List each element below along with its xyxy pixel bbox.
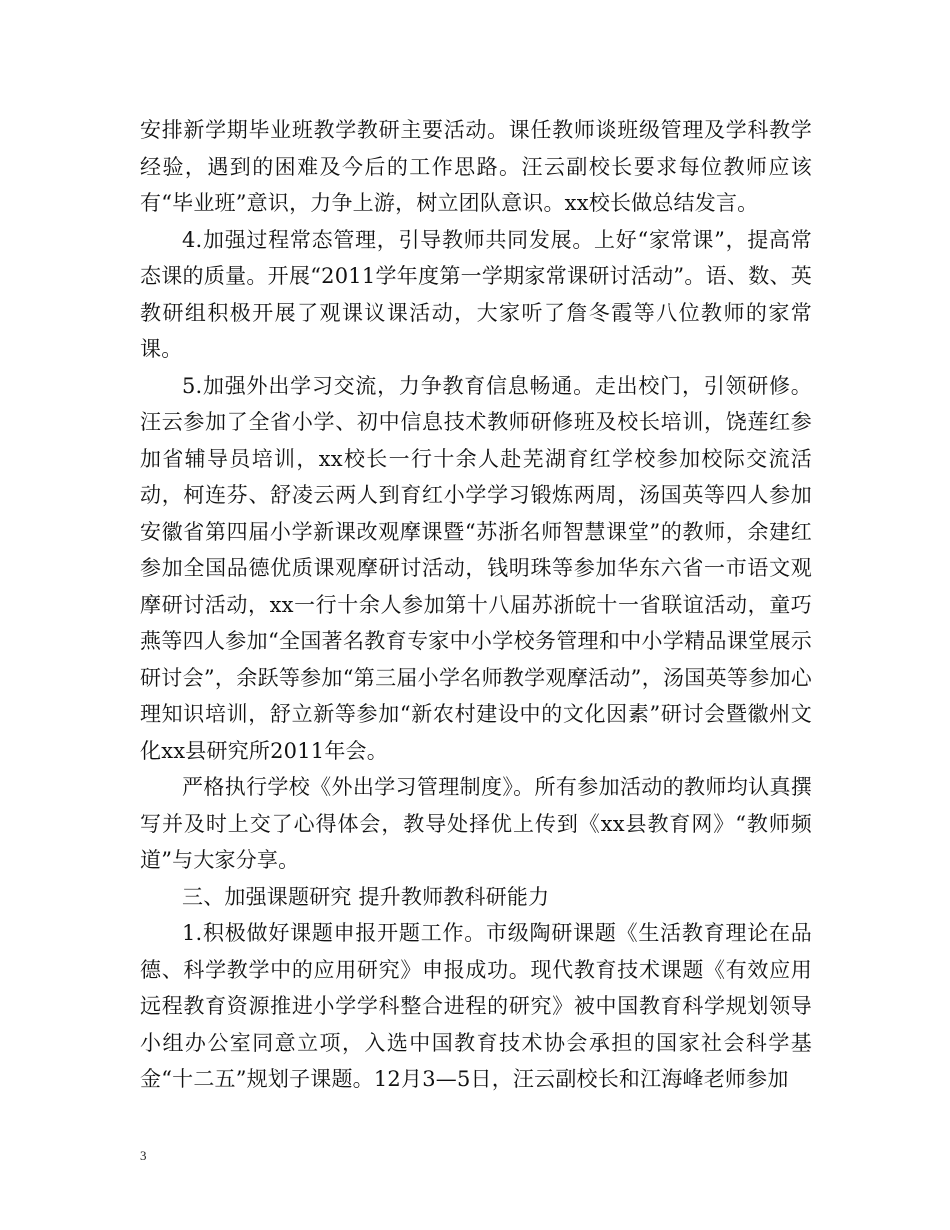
paragraph-item-4: 4.加强过程常态管理，引导教师共同发展。上好“家常课”，提高常态课的质量。开展“2011学年度第一学期家常课研讨活动”。语、数、英教研组积极开展了观课议课活动，大家听了詹冬霞等八位教师的家常课。 [140,227,812,361]
paragraph-item-5: 5.加强外出学习交流，力争教育信息畅通。走出校门，引领研修。汪云参加了全省小学、初中信息技术教师研修班及校长培训，饶莲红参加省辅导员培训，xx校长一行十余人赴芜湖育红学校参加校际交流活动，柯连芬、舒凌云两人到育红小学学习锻炼两周，汤国英等四人参加安徽省第四届小学新课改观摩课暨“苏浙名师智慧课堂”的教师，余建红参加全国品德优质课观摩研讨活动，钱明珠等参加华东六省一市语文观摩研讨活动，xx一行十余人参加第十八届苏浙皖十一省联谊活动，童巧燕等四人参加“全国著名教育专家中小学校务管理和中小学精品课堂展示研讨会”，余跃等参加“第三届小学名师教学观摩活动”，汤国英等参加心理知识培训，舒立新等参加“新农村建设中的文化因素”研讨会暨徽州文化xx县研究所2011年会。 [140,373,812,763]
paragraph-continuation: 安排新学期毕业班教学教研主要活动。课任教师谈班级管理及学科教学经验，遇到的困难及今后的工作思路。汪云副校长要求每位教师应该有“毕业班”意识，力争上游，树立团队意识。xx校长做总结发言。 [140,118,812,215]
page-number: 3 [140,1148,147,1163]
paragraph-rules: 严格执行学校《外出学习管理制度》。所有参加活动的教师均认真撰写并及时上交了心得体会，教导处择优上传到《xx县教育网》“教师频道”与大家分享。 [140,775,812,872]
section-heading: 三、加强课题研究 提升教师教科研能力 [182,884,550,909]
document-body [140,112,812,1098]
paragraph-item-1: 1.积极做好课题申报开题工作。市级陶研课题《生活教育理论在品德、科学教学中的应用研究》申报成功。现代教育技术课题《有效应用远程教育资源推进小学学科整合进程的研究》被中国教育科学规划领导小组办公室同意立项，入选中国教育技术协会承担的国家社会科学基金“十二五”规划子课题。12月3—5日，汪云副校长和江海峰老师参加 [140,921,812,1091]
